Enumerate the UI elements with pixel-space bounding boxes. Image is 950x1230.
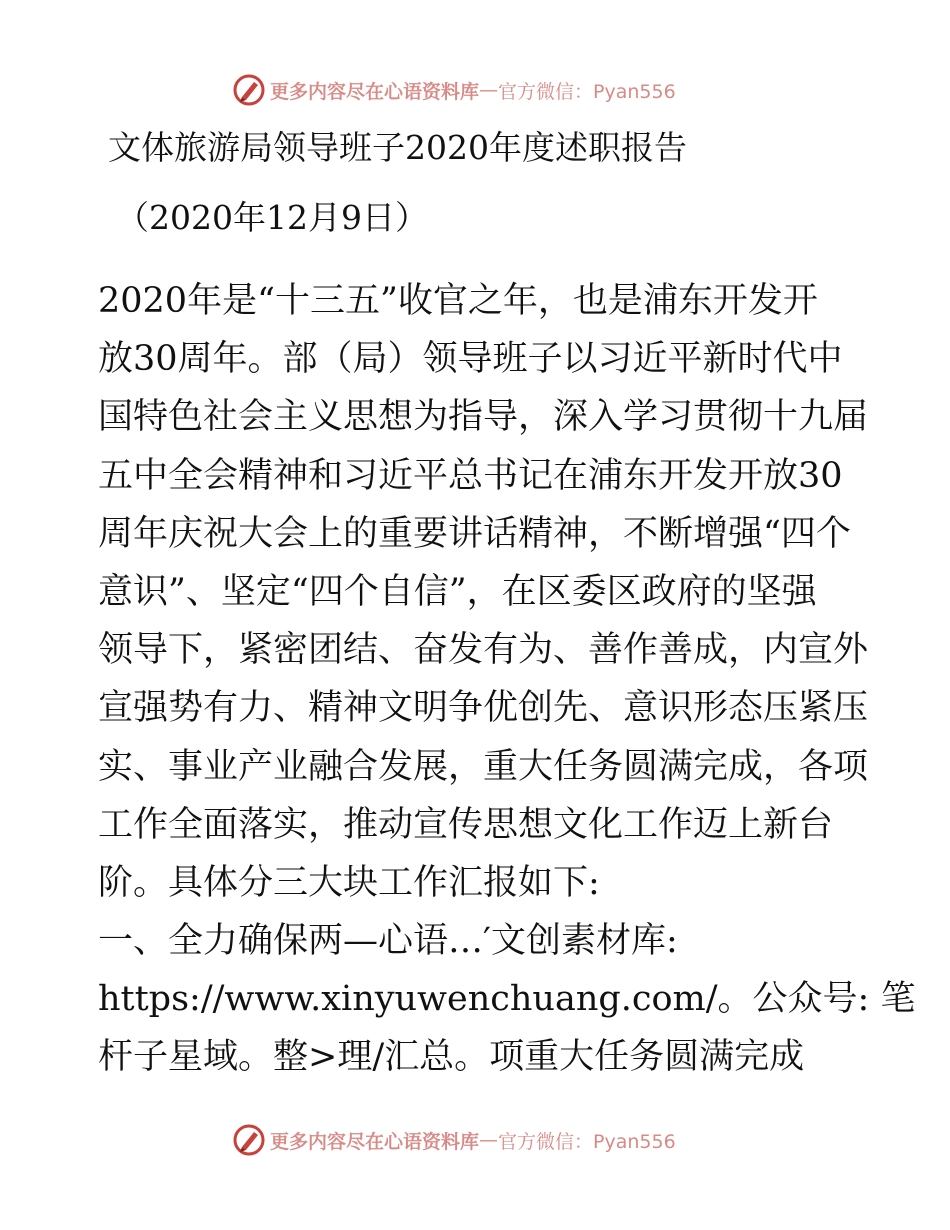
pen-logo-icon	[232, 1123, 266, 1157]
document-title: 文体旅游局领导班子2020年度述职报告	[108, 128, 687, 167]
body-line: 周年庆祝大会上的重要讲话精神，不断增强“四个	[98, 513, 851, 554]
document-date: （2020年12月9日）	[116, 198, 428, 237]
watermark-wechat: 官方微信：Pyan556	[498, 80, 676, 103]
body-line: 意识”、坚定“四个自信”，在区委区政府的坚强	[98, 571, 817, 612]
pen-logo-icon	[232, 73, 266, 107]
footer-watermark	[232, 1122, 676, 1158]
document-body	[98, 272, 916, 1087]
body-line: 杆子星域。整>理/汇总。项重大任务圆满完成	[98, 1037, 805, 1078]
body-line: https://www.xinyuwenchuang.com/。公众号: 笔	[98, 979, 916, 1020]
body-line: 放30周年。部（局）领导班子以习近平新时代中	[98, 339, 843, 380]
body-line: 国特色社会主义思想为指导，深入学习贯彻十九届	[98, 397, 869, 438]
watermark-slogan: 更多内容尽在心语资料库	[270, 1130, 480, 1153]
body-line: 宣强势有力、精神文明争优创先、意识形态压紧压	[98, 688, 869, 729]
body-line: 五中全会精神和习近平总书记在浦东开发开放30	[98, 455, 843, 496]
watermark-separator: —	[479, 1129, 499, 1151]
body-line: 2020年是“十三五”收官之年，也是浦东开发开	[98, 281, 818, 321]
watermark-wechat: 官方微信：Pyan556	[498, 1130, 676, 1153]
body-line: 实、事业产业融合发展，重大任务圆满完成，各项	[98, 746, 869, 787]
header-watermark	[232, 72, 676, 108]
watermark-separator: —	[479, 79, 499, 101]
body-line: 阶。具体分三大块工作汇报如下:	[98, 862, 600, 903]
body-line: 工作全面落实，推动宣传思想文化工作迈上新台	[98, 804, 834, 845]
section-heading: 一、全力确保两—心语…′文创素材库:	[98, 921, 678, 962]
body-line: 领导下，紧密团结、奋发有为、善作善成，内宣外	[98, 630, 869, 671]
watermark-slogan: 更多内容尽在心语资料库	[270, 80, 480, 103]
